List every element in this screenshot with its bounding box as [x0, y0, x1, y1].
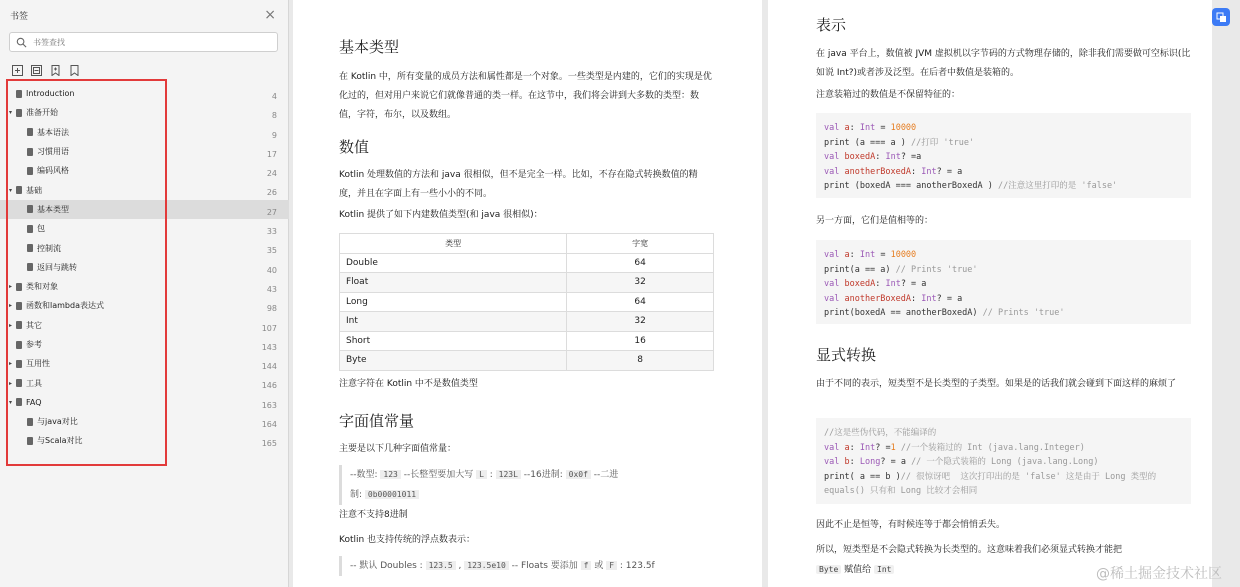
- translate-button[interactable]: [1212, 8, 1230, 26]
- bookmark-page-number: 98: [266, 304, 277, 314]
- inline-code: L: [476, 470, 487, 479]
- bookmark-label: 参考: [26, 340, 42, 349]
- caret-right-icon[interactable]: ▸: [9, 379, 13, 387]
- inline-code: 123L: [496, 470, 521, 479]
- bookmark-item[interactable]: [0, 296, 289, 315]
- code-block-equality: val a: Int = 10000 print(a == a) // Prints 'true' val boxedA: Int? = a val anotherBoxedA: Int? = a print(boxedA == anotherBoxedA) // Prints 'true': [816, 240, 1191, 324]
- bookmark-tree: [0, 84, 289, 451]
- bookmark-item[interactable]: [0, 180, 289, 199]
- bookmark-icon: [27, 437, 33, 445]
- paragraph-equality: 另一方面，它们是值相等的：: [816, 216, 934, 226]
- bookmark-item[interactable]: [0, 161, 289, 180]
- table-cell: 8: [567, 351, 714, 371]
- bookmark-label: 习惯用语: [37, 147, 69, 157]
- caret-right-icon[interactable]: ▸: [9, 302, 13, 310]
- bookmark-item[interactable]: [0, 277, 289, 296]
- table-cell: 32: [567, 312, 714, 332]
- quote-text: --长整型要加大写: [400, 470, 477, 480]
- collapse-all-icon[interactable]: [31, 61, 42, 72]
- bookmark-label: 其它: [26, 320, 42, 330]
- bookmark-page-number: 165: [261, 439, 277, 449]
- quote-text: --数型:: [350, 470, 381, 480]
- paragraph-conversion: 由于不同的表示，短类型不是长类型的子类型。如果是的话我们就会碰到下面这样的麻烦了: [816, 379, 1177, 389]
- inline-code: 123.5: [426, 561, 456, 570]
- bookmark-icon: [16, 90, 22, 98]
- bookmark-item[interactable]: [0, 354, 289, 373]
- inline-code: 123: [380, 470, 400, 479]
- paragraph-note-char: 注意字符在 Kotlin 中不是数值类型: [339, 379, 478, 389]
- table-row: [340, 331, 714, 351]
- caret-right-icon[interactable]: ▸: [9, 321, 13, 329]
- bookmark-item[interactable]: [0, 335, 289, 354]
- bookmark-item[interactable]: [0, 142, 289, 161]
- paragraph-boxed: 注意装箱过的数值是不保留特征的：: [816, 90, 961, 100]
- bookmark-icon: [27, 418, 33, 426]
- quote-text: --16进制:: [520, 470, 566, 480]
- bookmark-item[interactable]: [0, 219, 289, 238]
- paragraph-octal: 注意不支持8进制: [339, 510, 408, 520]
- inline-code: Int: [874, 565, 894, 574]
- search-icon: [16, 37, 27, 48]
- table-row: [340, 292, 714, 312]
- code-block-identity: val a: Int = 10000 print (a === a ) //打印 'true' val boxedA: Int? =a val anotherBoxedA: Int? = a print (boxedA === anotherBoxedA ) //注意这里打印的是 'false': [816, 113, 1191, 198]
- paragraph-numbers: Kotlin 处理数值的方法和 java 很相似，但不是完全一样。比如，不存在隐式转换数值的精度，并且在字面上有一些小小的不同。: [339, 170, 698, 199]
- document-page-left: [293, 0, 762, 587]
- heading-representation: 表示: [816, 16, 847, 34]
- paragraph-identity-lost: 因此不止是恒等，有时候连等于都会悄悄丢失。: [816, 520, 1006, 530]
- bookmark-icon: [16, 186, 22, 194]
- bookmark-icon: [27, 205, 33, 213]
- literal-quote: [339, 465, 679, 505]
- caret-down-icon[interactable]: ▾: [9, 398, 13, 406]
- bookmark-search-input[interactable]: [33, 38, 263, 47]
- bookmark-item[interactable]: [0, 258, 289, 277]
- bookmark-page-number: 26: [266, 188, 277, 198]
- inline-code: 0x0f: [566, 470, 591, 479]
- quote-text: 或: [591, 561, 607, 571]
- table-row: [340, 253, 714, 273]
- bookmark-label: Introduction: [26, 89, 75, 99]
- bookmark-icon: [27, 263, 33, 271]
- paragraph-text: 所以，短类型是不会隐式转换为长类型的。这意味着我们必须显式转换才能把: [816, 545, 1123, 555]
- bookmark-label: 函数和lambda表达式: [26, 301, 104, 311]
- bookmark-item[interactable]: [0, 316, 289, 335]
- bookmark-item[interactable]: [0, 200, 289, 219]
- bookmark-item[interactable]: [0, 431, 289, 450]
- heading-explicit-conversion: 显式转换: [816, 346, 877, 364]
- sidebar-toolbar: [12, 61, 80, 72]
- bookmark-label: 类和对象: [26, 282, 58, 292]
- bookmark-page-number: 164: [261, 420, 277, 430]
- bookmark-icon: [27, 128, 33, 136]
- bookmark-icon: [16, 341, 22, 349]
- bookmark-label: 互用性: [26, 359, 50, 369]
- caret-down-icon[interactable]: ▾: [9, 109, 13, 117]
- bookmark-page-number: 9: [271, 130, 277, 140]
- caret-right-icon[interactable]: ▸: [9, 360, 13, 368]
- paragraph-representation: 在 java 平台上，数值被 JVM 虚拟机以字节码的方式物理存储的，除非我们需要做可空标识(比如说 Int?)或者涉及泛型。在后者中数值是装箱的。: [816, 49, 1191, 78]
- bookmark-label: 与java对比: [37, 417, 78, 427]
- bookmark-icon: [16, 283, 22, 291]
- number-types-table: [339, 233, 714, 371]
- bookmark-page-number: 33: [266, 227, 277, 237]
- watermark: @稀土掘金技术社区: [1096, 566, 1222, 582]
- add-bookmark-icon[interactable]: [50, 61, 61, 72]
- table-cell: 64: [567, 292, 714, 312]
- bookmark-page-number: 35: [266, 246, 277, 256]
- table-cell: 64: [567, 253, 714, 273]
- bookmark-page-number: 27: [266, 207, 277, 217]
- bookmark-item[interactable]: [0, 84, 289, 103]
- float-quote: [339, 556, 714, 576]
- bookmark-label: 基本语法: [37, 127, 69, 137]
- bookmark-icon[interactable]: [69, 61, 80, 72]
- quote-text: 制:: [350, 490, 365, 500]
- bookmark-page-number: 17: [266, 149, 277, 159]
- inline-code: 123.5e10: [464, 561, 509, 570]
- table-row: [340, 312, 714, 332]
- quote-text: -- 默认 Doubles :: [350, 561, 426, 571]
- bookmark-icon: [16, 109, 22, 117]
- table-cell: Double: [340, 253, 567, 273]
- bookmark-item[interactable]: [0, 103, 289, 122]
- paragraph-intro: 在 Kotlin 中，所有变量的成员方法和属性都是一个对象。一些类型是内建的，它们的实现是优化过的，但对用户来说它们就像普通的类一样。在这节中，我们将会讲到大多数的类型：数值，字符，布尔，以及数组。: [339, 72, 712, 120]
- inline-code: Byte: [816, 565, 841, 574]
- bookmark-icon: [16, 321, 22, 329]
- bookmark-icon: [27, 244, 33, 252]
- bookmark-icon: [27, 148, 33, 156]
- paragraph-builtin: Kotlin 提供了如下内建数值类型(和 java 很相似)：: [339, 210, 543, 220]
- heading-basic-types: 基本类型: [339, 38, 400, 56]
- table-cell: Short: [340, 331, 567, 351]
- table-header: 字宽: [567, 234, 714, 254]
- inline-code: f: [581, 561, 592, 570]
- table-row: [340, 351, 714, 371]
- sidebar-header: [0, 0, 288, 30]
- bookmark-page-number: 143: [261, 342, 277, 352]
- table-header: 类型: [340, 234, 567, 254]
- bookmark-item[interactable]: [0, 123, 289, 142]
- inline-code: 0b00001011: [365, 490, 419, 499]
- table-cell: Long: [340, 292, 567, 312]
- bookmark-icon: [16, 379, 22, 387]
- quote-text: : 123.5f: [617, 561, 655, 571]
- bookmark-page-number: 43: [266, 284, 277, 294]
- bookmark-item[interactable]: [0, 393, 289, 412]
- table-cell: Byte: [340, 351, 567, 371]
- translate-icon: [1216, 12, 1227, 23]
- bookmark-search[interactable]: [9, 32, 278, 52]
- close-icon[interactable]: ×: [264, 7, 276, 23]
- quote-text: --二进: [590, 470, 619, 480]
- bookmark-page-number: 24: [266, 169, 277, 179]
- heading-numbers: 数值: [339, 138, 370, 156]
- bookmark-label: 控制流: [37, 243, 61, 253]
- bookmark-label: 包: [37, 224, 45, 234]
- bookmark-label: FAQ: [26, 397, 42, 407]
- table-row: [340, 273, 714, 293]
- sidebar-title: 书签: [10, 11, 29, 22]
- caret-down-icon[interactable]: ▾: [9, 186, 13, 194]
- bookmark-icon: [16, 360, 22, 368]
- quote-text: :: [486, 470, 496, 480]
- table-cell: Float: [340, 273, 567, 293]
- document-page-right: [768, 0, 1212, 587]
- bookmark-item[interactable]: [0, 373, 289, 392]
- bookmark-item[interactable]: [0, 412, 289, 431]
- bookmark-page-number: 40: [266, 265, 277, 275]
- bookmark-icon: [16, 398, 22, 406]
- bookmark-label: 准备开始: [26, 108, 58, 118]
- bookmark-page-number: 146: [261, 381, 277, 391]
- bookmark-label: 返回与跳转: [37, 262, 77, 272]
- quote-text: -- Floats 要添加: [508, 561, 581, 571]
- bookmark-sidebar: [0, 0, 289, 587]
- paragraph-literals: 主要是以下几种字面值常量：: [339, 444, 457, 454]
- bookmark-page-number: 144: [261, 362, 277, 372]
- table-cell: Int: [340, 312, 567, 332]
- paragraph-float: Kotlin 也支持传统的浮点数表示：: [339, 535, 476, 545]
- caret-right-icon[interactable]: ▸: [9, 283, 13, 291]
- bookmark-icon: [27, 225, 33, 233]
- code-block-conversion: //这是些伪代码，不能编译的 val a: Int? =1 //一个装箱过的 Int (java.lang.Integer) val b: Long? = a // 一个隐式装箱的 Long (java.lang.Long) print( a == b )// 很惊讶吧 这次打印出的是 'false' 这是由于 Long 类型的 equals() 只有和 Long 比较才会相同: [816, 418, 1191, 504]
- bookmark-label: 与Scala对比: [37, 436, 83, 446]
- bookmark-page-number: 163: [261, 400, 277, 410]
- bookmark-page-number: 107: [261, 323, 277, 333]
- bookmark-label: 基本类型: [37, 204, 69, 214]
- bookmark-item[interactable]: [0, 238, 289, 257]
- bookmark-icon: [27, 167, 33, 175]
- paragraph-text: 赋值给: [841, 565, 874, 575]
- bookmark-page-number: 4: [271, 92, 277, 101]
- bookmark-page-number: 8: [271, 111, 277, 121]
- bookmark-label: 基础: [26, 185, 42, 195]
- quote-text: ,: [455, 561, 465, 571]
- heading-literals: 字面值常量: [339, 412, 415, 430]
- table-cell: 32: [567, 273, 714, 293]
- bookmark-icon: [16, 302, 22, 310]
- bookmark-label: 编码风格: [37, 166, 69, 176]
- bookmark-label: 工具: [26, 378, 42, 388]
- table-cell: 16: [567, 331, 714, 351]
- expand-all-icon[interactable]: [12, 61, 23, 72]
- inline-code: F: [606, 561, 617, 570]
